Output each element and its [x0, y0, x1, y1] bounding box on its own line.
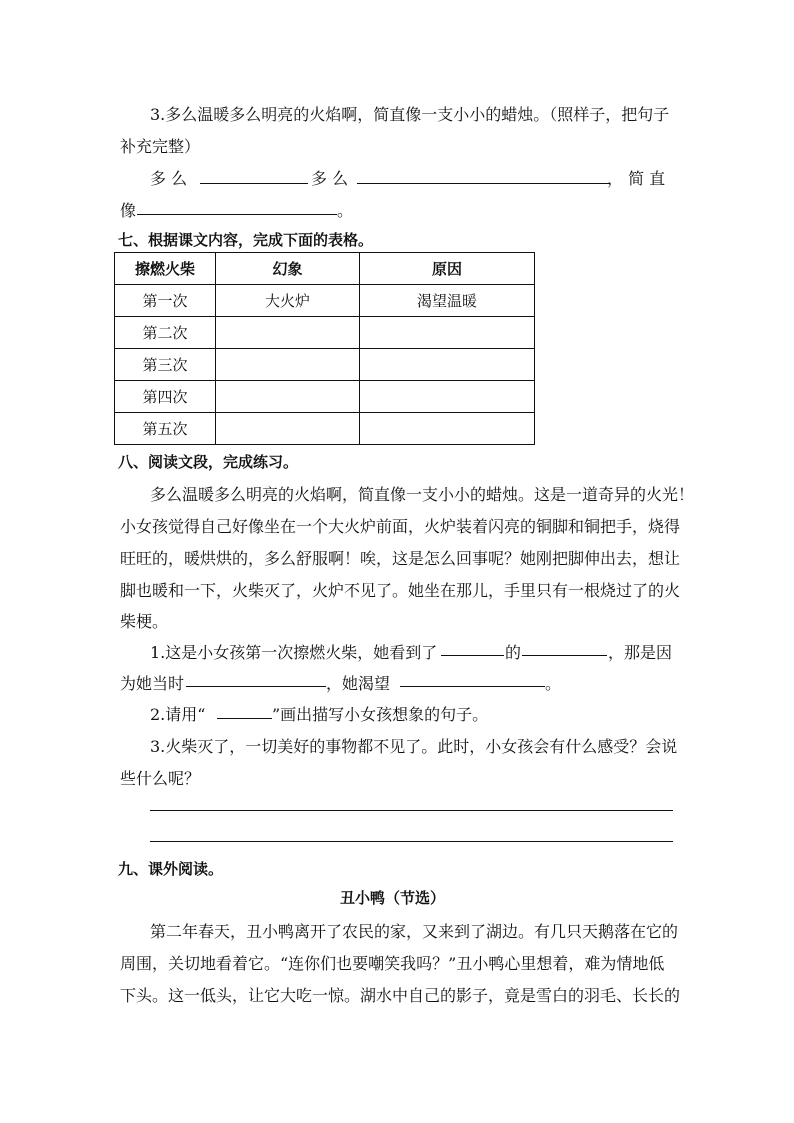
table-cell: 第四次 [115, 381, 216, 413]
table-header-cell: 幻象 [216, 253, 360, 285]
section-7-title: 七、根据课文内容，完成下面的表格。 [118, 231, 374, 249]
q3-fill-end: 。 [337, 201, 354, 220]
passage-line: 旺旺的，暖烘烘的，多么舒服啊！唉，这是怎么回事呢？她刚把脚伸出去，想让 [120, 549, 681, 568]
answer-line[interactable] [150, 810, 673, 811]
q1-blank-3[interactable] [186, 686, 326, 687]
q3-fill-label-a: 多 么 [150, 169, 188, 188]
q1-text-b: 的 [505, 643, 522, 662]
table-row [115, 285, 535, 317]
q3-blank-3[interactable] [137, 214, 337, 215]
table-row [115, 317, 535, 349]
passage-line: 多么温暖多么明亮的火焰啊，简直像一支小小的蜡烛。这是一道奇异的火光！ [150, 485, 695, 504]
table-cell[interactable] [360, 349, 535, 381]
table-row [115, 413, 535, 445]
answer-line[interactable] [150, 841, 673, 842]
table-cell: 第一次 [115, 285, 216, 317]
q2-underline-sample [217, 718, 272, 719]
q1-text-d: 为她当时 [120, 674, 185, 693]
table-cell[interactable] [216, 317, 360, 349]
table-row [115, 349, 535, 381]
q3b-line2: 些什么呢？ [120, 769, 201, 788]
q3-line1: 3.多么温暖多么明亮的火焰啊，简直像一支小小的蜡烛。（照样子，把句子 [150, 105, 670, 124]
q1-text-f: 。 [545, 674, 562, 693]
section-8-title: 八、阅读文段，完成练习。 [118, 453, 299, 471]
passage-line: 柴梗。 [120, 612, 169, 631]
table-cell[interactable]: 大火炉 [216, 285, 360, 317]
q2-text-a: 2.请用“ [150, 705, 206, 724]
table-cell[interactable] [360, 317, 535, 349]
phantom-table [114, 252, 535, 445]
passage-line: 下头。这一低头，让它大吃一惊。湖水中自己的影子，竟是雪白的羽毛、长长的 [120, 986, 681, 1005]
table-cell[interactable] [360, 381, 535, 413]
section-9-title: 九、课外阅读。 [118, 860, 224, 878]
table-header-cell: 原因 [360, 253, 535, 285]
q3-blank-2[interactable] [357, 183, 609, 184]
table-cell: 第二次 [115, 317, 216, 349]
q3-fill-label-b: 多 么 [311, 169, 349, 188]
table-row [115, 381, 535, 413]
q1-blank-4[interactable] [400, 686, 545, 687]
q1-text-e: ，她渴望 [326, 674, 391, 693]
q2-text-b: ”画出描写小女孩想象的句子。 [272, 705, 489, 724]
table-cell[interactable] [216, 381, 360, 413]
passage-line: 脚也暖和一下，火柴灭了，火炉不见了。她坐在那儿，手里只有一根烧过了的火 [120, 581, 681, 600]
table-cell: 第三次 [115, 349, 216, 381]
table-header-cell: 擦燃火柴 [115, 253, 216, 285]
passage-line: 第二年春天，丑小鸭离开了农民的家，又来到了湖边。有几只天鹅落在它的 [150, 922, 679, 941]
q3-fill-label-c: ， 简 直 [607, 169, 666, 188]
q1-blank-2[interactable] [522, 655, 607, 656]
q1-text-c: ，那是因 [608, 643, 673, 662]
passage-line: 周围，关切地看着它。“连你们也要嘲笑我吗？”丑小鸭心里想着，难为情地低 [120, 954, 665, 973]
passage-line: 小女孩觉得自己好像坐在一个大火炉前面，火炉装着闪亮的铜脚和铜把手，烧得 [120, 517, 681, 536]
table-cell[interactable] [360, 413, 535, 445]
q3-blank-1[interactable] [200, 183, 308, 184]
q3-line2: 补充完整） [120, 137, 201, 156]
q1-blank-1[interactable] [441, 655, 504, 656]
q3-fill-label-d: 像 [120, 201, 137, 220]
table-cell[interactable] [216, 413, 360, 445]
q3b-line1: 3.火柴灭了，一切美好的事物都不见了。此时，小女孩会有什么感受？会说 [150, 737, 678, 756]
table-cell[interactable]: 渴望温暖 [360, 285, 535, 317]
table-cell[interactable] [216, 349, 360, 381]
q1-text-a: 1.这是小女孩第一次擦燃火柴，她看到了 [150, 643, 438, 662]
table-cell: 第五次 [115, 413, 216, 445]
table-header-row [115, 253, 535, 285]
story-title: 丑小鸭（节选） [340, 889, 446, 907]
